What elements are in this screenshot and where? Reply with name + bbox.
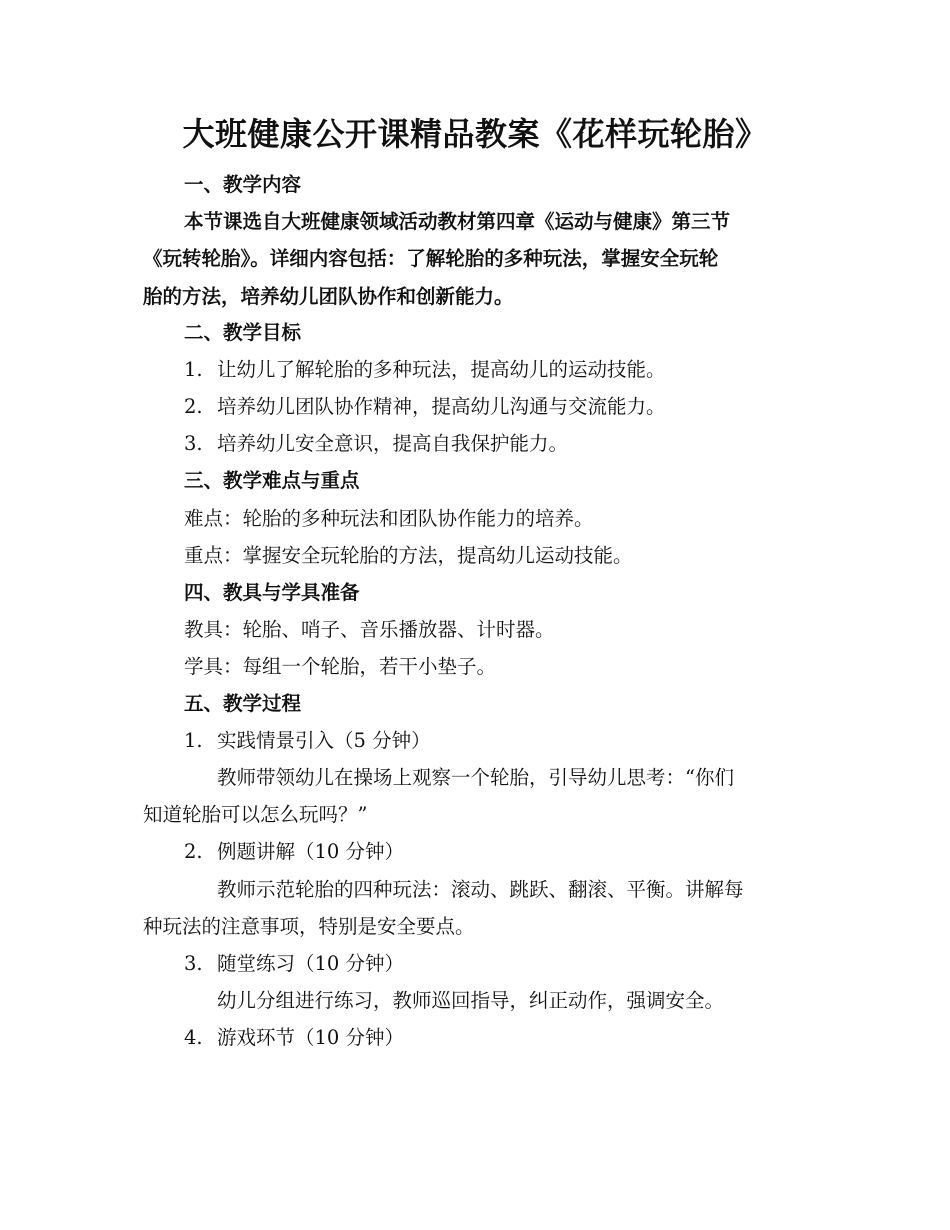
- process-step-title: [184, 839, 404, 865]
- step-title-text: 随堂练习（10 分钟）: [217, 952, 405, 975]
- objective-item: [184, 394, 666, 420]
- difficulty-line: 难点：轮胎的多种玩法和团队协作能力的培养。: [184, 507, 594, 530]
- step-body-line: 知道轮胎可以怎么玩吗？”: [143, 803, 368, 826]
- step-number: 3.: [184, 952, 203, 975]
- step-title-text: 例题讲解（10 分钟）: [217, 840, 405, 863]
- key-point-line: 重点：掌握安全玩轮胎的方法，提高幼儿运动技能。: [184, 544, 633, 567]
- content-paragraph-line: 《玩转轮胎》。详细内容包括：了解轮胎的多种玩法，掌握安全玩轮: [143, 247, 719, 270]
- objective-number: 3.: [184, 432, 203, 455]
- objective-item: [184, 431, 568, 457]
- section-heading-materials: 四、教具与学具准备: [184, 581, 360, 604]
- step-number: 1.: [184, 729, 203, 752]
- objective-number: 2.: [184, 395, 203, 418]
- section-heading-content: 一、教学内容: [184, 173, 302, 196]
- objective-text: 培养幼儿安全意识，提高自我保护能力。: [217, 432, 569, 455]
- step-number: 4.: [184, 1026, 203, 1049]
- process-step-title: [184, 1025, 404, 1051]
- objective-text: 培养幼儿团队协作精神，提高幼儿沟通与交流能力。: [217, 395, 666, 418]
- process-step-title: [184, 951, 404, 977]
- step-number: 2.: [184, 840, 203, 863]
- step-body-line: 教师示范轮胎的四种玩法：滚动、跳跃、翻滚、平衡。讲解每: [217, 878, 744, 901]
- content-paragraph-line: 本节课选自大班健康领域活动教材第四章《运动与健康》第三节: [184, 210, 731, 233]
- process-step-title: [184, 728, 431, 754]
- section-heading-key-points: 三、教学难点与重点: [184, 469, 360, 492]
- section-heading-process: 五、教学过程: [184, 692, 302, 715]
- document-title: 大班健康公开课精品教案《花样玩轮胎》: [182, 115, 768, 153]
- objective-number: 1.: [184, 358, 203, 381]
- step-body-line: 种玩法的注意事项，特别是安全要点。: [143, 915, 475, 938]
- step-title-text: 实践情景引入（5 分钟）: [217, 729, 431, 752]
- content-paragraph-line: 胎的方法，培养幼儿团队协作和创新能力。: [143, 285, 514, 308]
- teaching-aids-line: 教具：轮胎、哨子、音乐播放器、计时器。: [184, 618, 555, 641]
- learning-aids-line: 学具：每组一个轮胎，若干小垫子。: [184, 655, 497, 678]
- objective-item: [184, 357, 666, 383]
- step-title-text: 游戏环节（10 分钟）: [217, 1026, 405, 1049]
- step-body-line: 幼儿分组进行练习，教师巡回指导，纠正动作，强调安全。: [217, 989, 725, 1012]
- section-heading-objectives: 二、教学目标: [184, 321, 302, 344]
- step-body-line: 教师带领幼儿在操场上观察一个轮胎，引导幼儿思考：“你们: [217, 766, 734, 789]
- objective-text: 让幼儿了解轮胎的多种玩法，提高幼儿的运动技能。: [217, 358, 666, 381]
